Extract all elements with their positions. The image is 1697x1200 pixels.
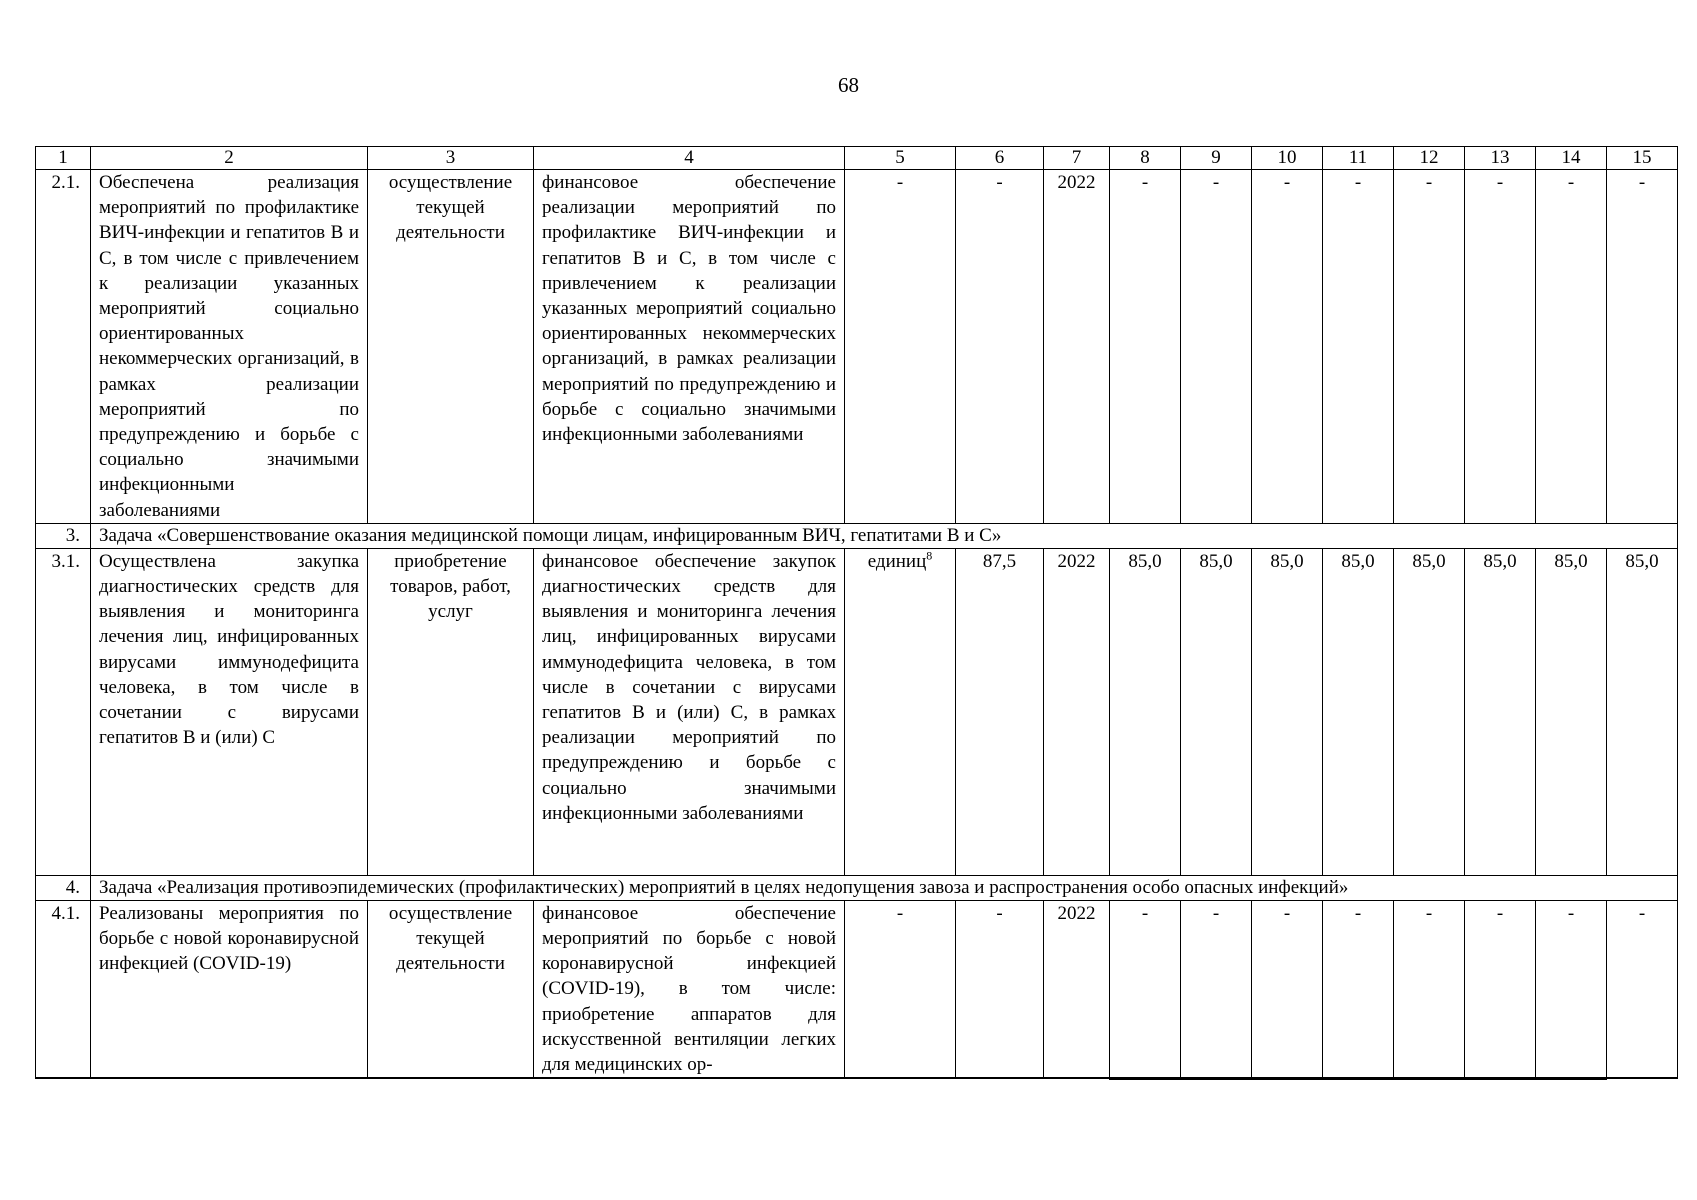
task-number: 3.: [36, 523, 91, 548]
value-cell: -: [1607, 170, 1678, 524]
value-cell: -: [1607, 900, 1678, 1078]
base-value-cell: 87,5: [956, 548, 1044, 875]
value-cell: -: [1181, 170, 1252, 524]
type-cell: приобретение товаров, работ, услуг: [368, 548, 534, 875]
unit-label: единиц: [867, 550, 927, 572]
value-cell: -: [1465, 900, 1536, 1078]
col-number-11: 11: [1323, 147, 1394, 170]
task-row-3: [36, 523, 1678, 548]
task-row-4: [36, 875, 1678, 900]
value-cell: -: [1394, 900, 1465, 1078]
type-cell: осуществление текущей деятельности: [368, 170, 534, 524]
col-number-4: 4: [534, 147, 845, 170]
task-number: 4.: [36, 875, 91, 900]
characteristic-cell: финансовое обеспечение реализации мероприятий по профилактике ВИЧ-инфекции и гепатитов В и С, в том числе с привлечением к реализации указанных мероприятий социально ориентированных некоммерческих организаций, в рамках реализации мероприятий по предупреждению и борьбе с социально значимыми инфекционными заболеваниями: [534, 170, 845, 524]
table-row-4-1: [36, 900, 1678, 1078]
row-number: 2.1.: [36, 170, 91, 524]
value-cell: 85,0: [1252, 548, 1323, 875]
base-year-cell: 2022: [1044, 170, 1110, 524]
result-cell: Обеспечена реализация мероприятий по профилактике ВИЧ-инфекции и гепатитов В и С, в том числе с привлечением к реализации указанных мероприятий социально ориентированных некоммерческих организаций, в рамках реализации мероприятий по предупреждению и борьбе с социально значимыми инфекционными заболеваниями: [91, 170, 368, 524]
value-cell: -: [1536, 170, 1607, 524]
type-cell: осуществление текущей деятельности: [368, 900, 534, 1078]
value-cell: 85,0: [1110, 548, 1181, 875]
value-cell: 85,0: [1323, 548, 1394, 875]
col-number-6: 6: [956, 147, 1044, 170]
unit-label: -: [896, 902, 904, 924]
col-number-13: 13: [1465, 147, 1536, 170]
unit-cell: [845, 170, 956, 524]
page-number: 68: [838, 73, 859, 97]
col-number-15: 15: [1607, 147, 1678, 170]
base-value-cell: -: [956, 900, 1044, 1078]
unit-cell: [845, 900, 956, 1078]
value-cell: -: [1252, 170, 1323, 524]
value-cell: 85,0: [1181, 548, 1252, 875]
value-cell: -: [1323, 900, 1394, 1078]
value-cell: -: [1394, 170, 1465, 524]
value-cell: -: [1465, 170, 1536, 524]
value-cell: -: [1110, 170, 1181, 524]
col-number-1: 1: [36, 147, 91, 170]
row-number: 4.1.: [36, 900, 91, 1078]
col-number-5: 5: [845, 147, 956, 170]
column-number-row: [36, 147, 1678, 170]
measures-table: [35, 146, 1678, 1080]
value-cell: 85,0: [1465, 548, 1536, 875]
row-number: 3.1.: [36, 548, 91, 875]
task-title: Задача «Совершенствование оказания медицинской помощи лицам, инфицированным ВИЧ, гепатитами В и С»: [91, 523, 1678, 548]
base-year-cell: 2022: [1044, 548, 1110, 875]
value-cell: 85,0: [1607, 548, 1678, 875]
col-number-12: 12: [1394, 147, 1465, 170]
result-cell: Реализованы мероприятия по борьбе с новой коронавирусной инфекцией (COVID-19): [91, 900, 368, 1078]
col-number-3: 3: [368, 147, 534, 170]
characteristic-cell: финансовое обеспечение мероприятий по борьбе с новой коронавирусной инфекцией (COVID-19), в том числе: приобретение аппаратов для искусственной вентиляции легких для медицинских ор-: [534, 900, 845, 1078]
value-cell: -: [1252, 900, 1323, 1078]
value-cell: 85,0: [1394, 548, 1465, 875]
table-row-2-1: [36, 170, 1678, 524]
value-cell: -: [1181, 900, 1252, 1078]
base-value-cell: -: [956, 170, 1044, 524]
col-number-8: 8: [1110, 147, 1181, 170]
result-cell: Осуществлена закупка диагностических средств для выявления и мониторинга лечения лиц, инфицированных вирусами иммунодефицита человека, в том числе в сочетании с вирусами гепатитов В и (или) С: [91, 548, 368, 875]
characteristic-cell: финансовое обеспечение закупок диагностических средств для выявления и мониторинга лечения лиц, инфицированных вирусами иммунодефицита человека, в том числе в сочетании с вирусами гепатитов В и (или) С, в рамках реализации мероприятий по предупреждению и борьбе с социально значимыми инфекционными заболеваниями: [534, 548, 845, 875]
table-row-3-1: [36, 548, 1678, 875]
col-number-9: 9: [1181, 147, 1252, 170]
unit-footnote: 8: [926, 548, 933, 563]
task-title: Задача «Реализация противоэпидемических (профилактических) мероприятий в целях недопущения завоза и распространения особо опасных инфекций»: [91, 875, 1678, 900]
value-cell: -: [1323, 170, 1394, 524]
col-number-2: 2: [91, 147, 368, 170]
col-number-10: 10: [1252, 147, 1323, 170]
base-year-cell: 2022: [1044, 900, 1110, 1078]
col-number-14: 14: [1536, 147, 1607, 170]
unit-cell: [845, 548, 956, 875]
value-cell: -: [1536, 900, 1607, 1078]
unit-label: -: [896, 172, 904, 193]
col-number-7: 7: [1044, 147, 1110, 170]
value-cell: 85,0: [1536, 548, 1607, 875]
value-cell: -: [1110, 900, 1181, 1078]
